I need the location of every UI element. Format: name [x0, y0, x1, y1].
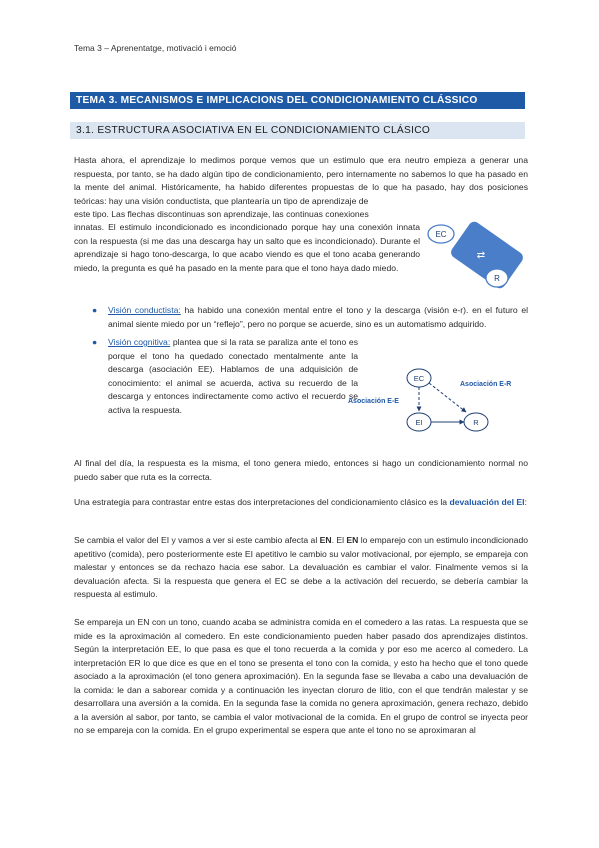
exchange-icon: ⇄	[476, 250, 486, 261]
paragraph-strategy	[74, 496, 528, 510]
label-asociacion-er: Asociación E-R	[460, 381, 512, 388]
bullet-conductista-text: ha habido una conexión mental entre el tono y la descarga (visión e-r). en el futuro el animal siente miedo por un “reflejo”, pero no porque se acuerde, sino es un automatismo adquirido.	[108, 305, 529, 329]
paragraph-devaluation	[74, 534, 528, 602]
diagram-associations	[340, 365, 530, 440]
term-en-2: EN	[346, 535, 359, 545]
paragraph-experiment: Se empareja un EN con un tono, cuando acaba se administra comida en el comedero a las ratas. La respuesta que se mide es la aproximación al comedero. En este condicionamiento pueden haber pasado dos aprendizajes distintos. Según la interpretación EE, lo que pasa es que el tono recuerda a la comida y por eso me acerco al comedero. La interpretación ER lo que dice es que en el tono se presenta el tono con la comida, y esto ha hecho que el tono quede asociado a la aproximación (el tono genera aproximación). En la segunda fase se llevaba a cabo una devaluación de la comida: le dan a saborear comida y a continuación les inyectan cloruro de litio, con el que tendrán malestar y se desarrollara una aversión a la comida. En la segunda fase la comida no genera aproximación, genera rechazo, debido a la aversión al sabor, por tanto, se cambia el valor motivacional de la comida. En el grupo de control se inyecta peor no se empareja con la comida. En el grupo experimental se espera que ante el tono no se aproximaran al	[74, 617, 528, 735]
paragraph-conclusion: Al final del día, la respuesta es la misma, el tono genera miedo, entonces si hago un condicionamiento normal no puedo saber que ruta es la correcta.	[74, 458, 528, 482]
term-en-1: EN	[319, 535, 332, 545]
bullet-cognitiva	[92, 336, 358, 417]
bullet-conductista	[92, 304, 528, 331]
paragraph-arrows-note: este tipo. Las flechas discontinuas son aprendizaje, las continuas conexiones	[74, 209, 369, 219]
node-r-label: R	[473, 418, 479, 427]
node-ec-label: EC	[435, 230, 447, 239]
strategy-colon: :	[524, 497, 527, 507]
node-ec-label: EC	[413, 374, 425, 383]
link-vision-cognitiva[interactable]: Visión cognitiva:	[108, 337, 171, 347]
bullet-dot-icon: ●	[92, 305, 98, 315]
strategy-text: Una estrategia para contrastar entre estas dos interpretaciones del condicionamiento clásico es la	[74, 497, 448, 507]
section-title: 3.1. ESTRUCTURA ASOCIATIVA EN EL CONDICIONAMIENTO CLÁSICO	[70, 122, 525, 139]
devaluacion-term: devaluación del EI	[449, 497, 525, 507]
bullet-dot-icon: ●	[92, 337, 98, 347]
label-asociacion-ee: Asociación E-E	[348, 398, 399, 405]
running-header: Tema 3 – Aprenentatge, motivació i emoció	[74, 43, 237, 53]
bullet-cognitiva-text: plantea que si la rata se paraliza ante el tono es porque el tono ha quedado conectado mentalmente ante la descarga (asociación EE). Hablamos de una adquisición de conocimiento: el animal se acuerda, activa su recuerdo de la descarga y entonces indirectamente como activo el recuerdo se activa la respuesta.	[108, 337, 358, 415]
diagram-ec-r	[425, 218, 535, 294]
devaluation-text-3: lo emparejo con un estimulo incondicionado apetitivo (comida), pero posteriormente este EI apetitivo le cambio su valor motivacional, por ejemplo, se empareja con malestar y entonces se da rechazo hacia ese sabor. La devaluación es cambiar el valor. Finalmente vemos si la devaluación afecta. Si la respuesta que genera el EC se debe a la activación del recuerdo, se debería cambiar la respuesta al estimulo.	[74, 535, 528, 599]
node-r-label: R	[494, 274, 500, 283]
paragraph-intro: Hasta ahora, el aprendizaje lo medimos porque vemos que un estimulo que era neutro empieza a generar una respuesta, por tanto, se ha dado algún tipo de condicionamiento, pero internamente no sabemos lo que ha pasado en la mente del animal. Históricamente, ha habido diferentes propuestas de lo que ha pasado, hay dos posiciones teóricas: hay una visión conductista, que plantearía un tipo de aprendizaje de	[74, 155, 528, 206]
devaluation-text-1: Se cambia el valor del EI y vamos a ver si este cambio afecta al	[74, 535, 320, 545]
devaluation-text-2: . El	[331, 535, 347, 545]
link-vision-conductista[interactable]: Visión conductista:	[108, 305, 181, 315]
chapter-title: TEMA 3. MECANISMOS E IMPLICACIONS DEL CONDICIONAMIENTO CLÁSSICO	[70, 92, 525, 109]
paragraph-innate: innatas. El estimulo incondicionado es incondicionado porque hay una conexión innata con la respuesta (si me das una descarga hay un salto que es incondicionado). Durante el aprendizaje si hago tono-descarga, lo que acabo viendo es que el tono acaba generando miedo, la pregunta es qué ha pasado en la mente para que el tono haya dado miedo.	[74, 222, 420, 273]
node-ei-label: EI	[415, 418, 423, 427]
